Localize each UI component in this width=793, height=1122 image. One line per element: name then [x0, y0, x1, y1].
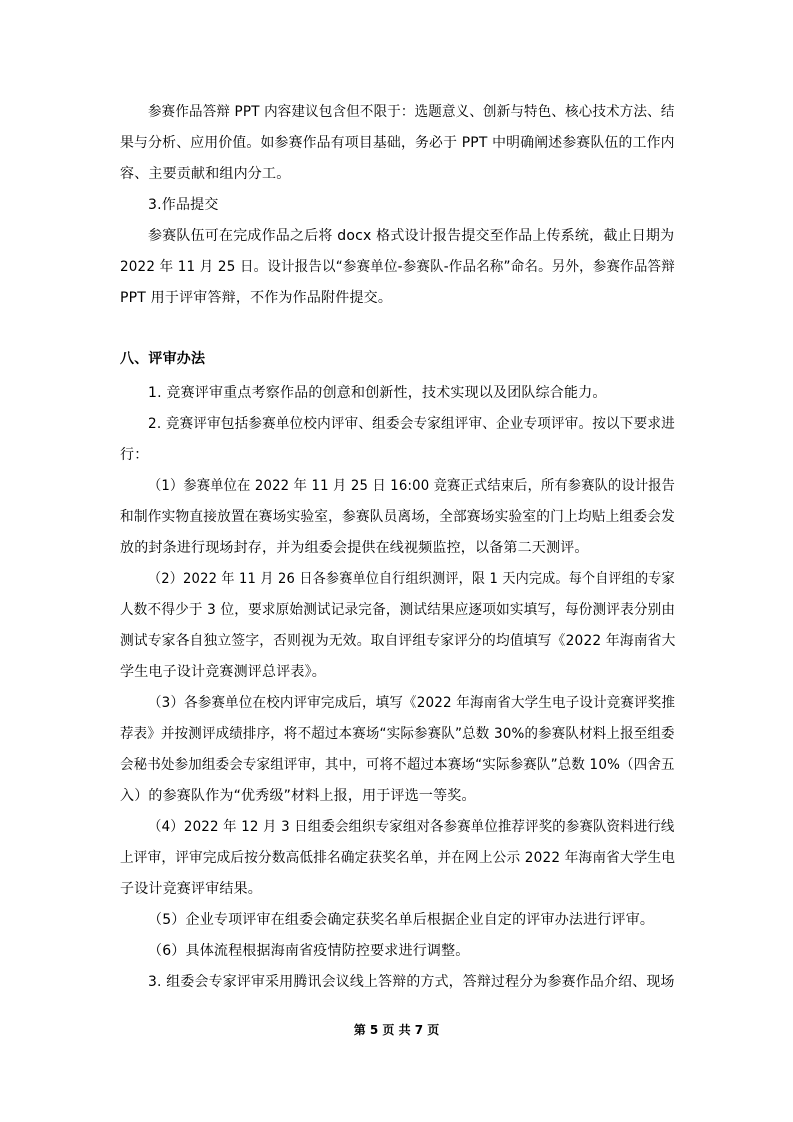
- paragraph-line: 2. 竞赛评审包括参赛单位校内评审、组委会专家组评审、企业专项评审。按以下要求进: [148, 416, 675, 432]
- paragraph-line: 容、主要贡献和组内分工。: [120, 166, 291, 182]
- paragraph-line: 上评审，评审完成后按分数高低排名确定获奖名单，并在网上公示 2022 年海南省大学生电: [120, 850, 676, 866]
- paragraph-line: （1）参赛单位在 2022 年 11 月 25 日 16:00 竞赛正式结束后，所有参赛队的设计报告: [148, 478, 676, 494]
- paragraph-line: 参赛作品答辩 PPT 内容建议包含但不限于：选题意义、创新与特色、核心技术方法、结: [148, 104, 675, 120]
- paragraph-line: （2）2022 年 11 月 26 日各参赛单位自行组织测评，限 1 天内完成。每个自评组的专家: [148, 571, 675, 587]
- page-footer: 第 5 页 共 7 页: [353, 1023, 440, 1037]
- paragraph-line: 参赛队伍可在完成作品之后将 docx 格式设计报告提交至作品上传系统，截止日期为: [148, 228, 675, 244]
- paragraph-line: 行：: [120, 447, 149, 463]
- paragraph-line: （6）具体流程根据海南省疫情防控要求进行调整。: [148, 943, 470, 959]
- paragraph-line: 测试专家各自独立签字，否则视为无效。取自评组专家评分的均值填写《2022 年海南省大: [120, 633, 676, 649]
- paragraph-line: 3. 组委会专家评审采用腾讯会议线上答辩的方式，答辩过程分为参赛作品介绍、现场: [148, 974, 675, 990]
- paragraph-line: 果与分析、应用价值。如参赛作品有项目基础，务必于 PPT 中明确阐述参赛队伍的工作内: [120, 135, 675, 151]
- paragraph-line: （3）各参赛单位在校内评审完成后，填写《2022 年海南省大学生电子设计竞赛评奖推: [148, 695, 676, 711]
- paragraph-line: 荐表》并按测评成绩排序，将不超过本赛场“实际参赛队”总数 30%的参赛队材料上报至组委: [120, 726, 675, 742]
- paragraph-line: 会秘书处参加组委会专家组评审，其中，可将不超过本赛场“实际参赛队”总数 10%（四舍五: [120, 757, 675, 773]
- paragraph-line: 入）的参赛队作为“优秀级”材料上报，用于评选一等奖。: [120, 788, 476, 804]
- paragraph-line: 放的封条进行现场封存，并为组委会提供在线视频监控，以备第二天测评。: [120, 540, 589, 556]
- paragraph-line: PPT 用于评审答辩，不作为作品附件提交。: [120, 290, 393, 306]
- section-heading: 八、评审办法: [120, 351, 206, 367]
- paragraph-line: 学生电子设计竞赛测评总评表》。: [120, 664, 326, 680]
- paragraph-line: 人数不得少于 3 位，要求原始测试记录完备，测试结果应逐项如实填写，每份测评表分别由: [120, 602, 676, 618]
- paragraph-line: 1. 竞赛评审重点考察作品的创意和创新性，技术实现以及团队综合能力。: [148, 385, 607, 401]
- paragraph-line: 和制作实物直接放置在赛场实验室，参赛队员离场，全部赛场实验室的门上均贴上组委会发: [120, 509, 675, 525]
- paragraph-line: 2022 年 11 月 25 日。设计报告以“参赛单位-参赛队-作品名称”命名。另外，参赛作品答辩: [120, 259, 675, 275]
- section-subheading: 3.作品提交: [148, 197, 219, 213]
- paragraph-line: 子设计竞赛评审结果。: [120, 881, 262, 897]
- paragraph-line: （5）企业专项评审在组委会确定获奖名单后根据企业自定的评审办法进行评审。: [148, 912, 655, 928]
- paragraph-line: （4）2022 年 12 月 3 日组委会组织专家组对各参赛单位推荐评奖的参赛队资料进行线: [148, 819, 675, 835]
